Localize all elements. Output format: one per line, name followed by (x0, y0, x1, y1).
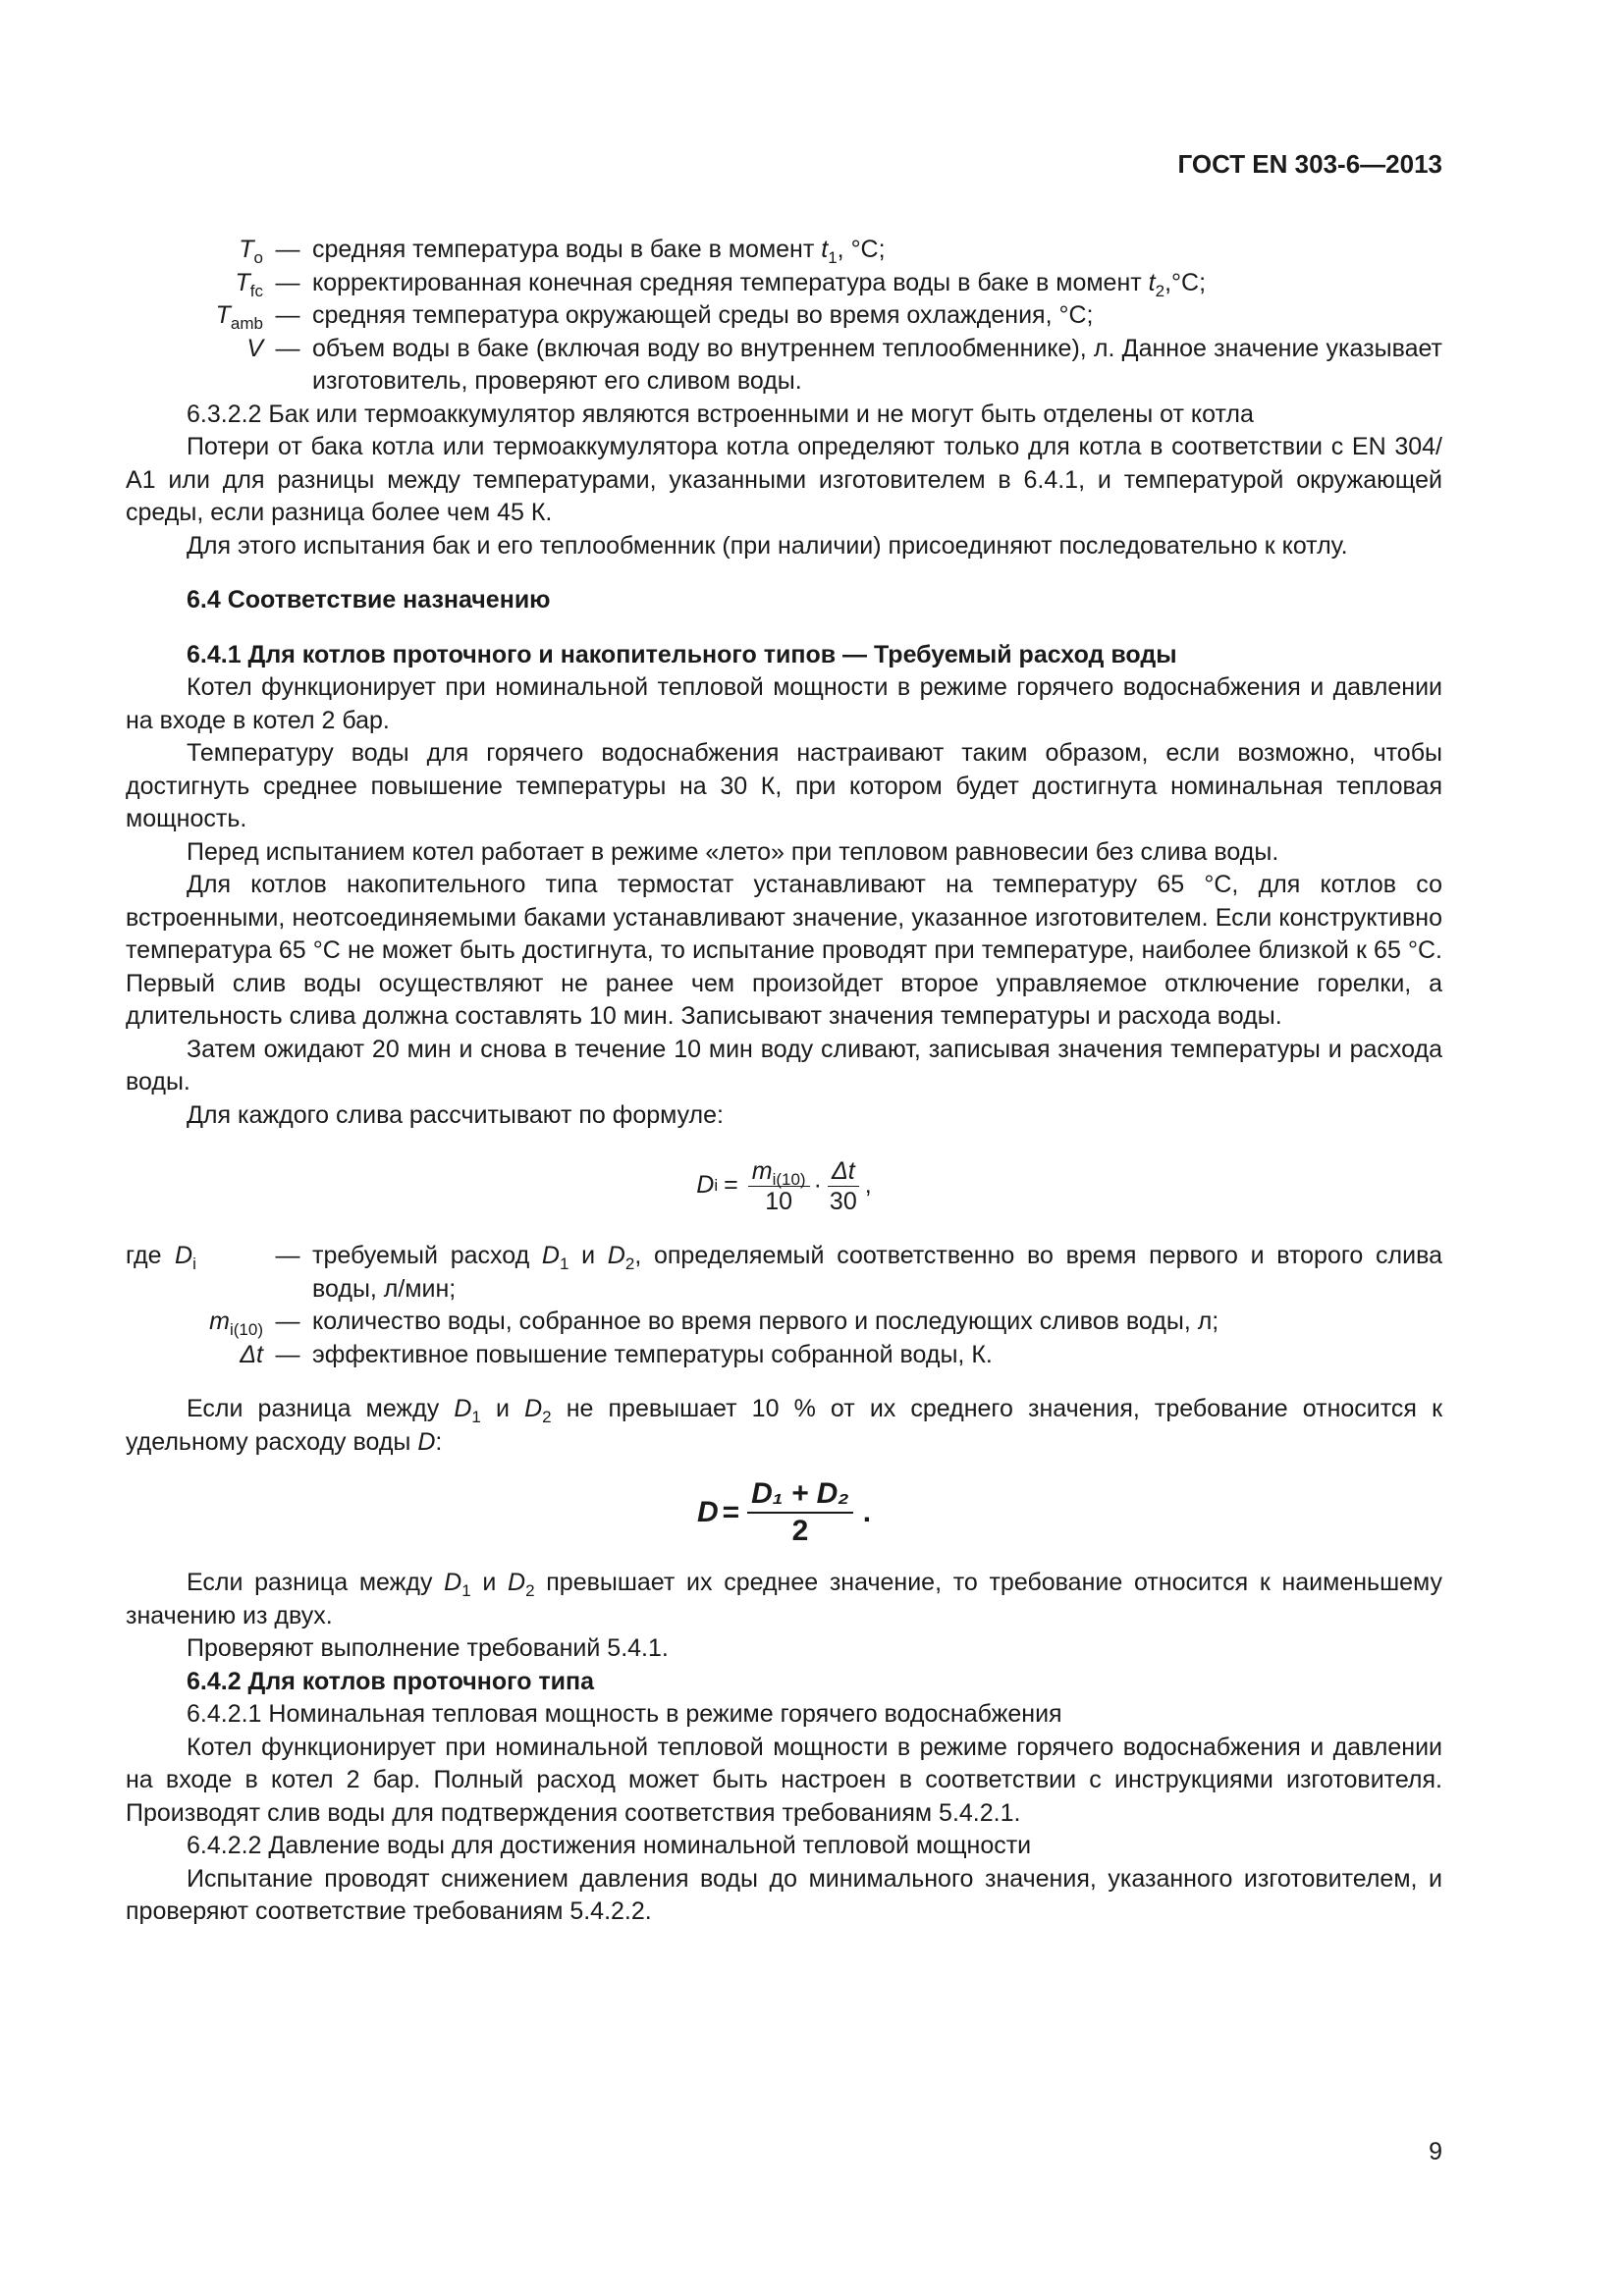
formula-mean-flow: D = $\frac{\text{D₁ + D₂}}{2}$ . (696, 1477, 872, 1547)
paragraph: Перед испытанием котел работает в режиме «лето» при тепловом равновесии без слива воды. (187, 837, 1279, 866)
paragraph: Если разница между $D_1$ и $D_2$ превышает их среднее значение, то требование относится к наименьшему значению из двух. (126, 1569, 1442, 1629)
paragraph: Испытание проводят снижением давления воды до минимального значения, указанного изготовителем, и проверяют соответствие требованиям 5.4.2.2. (126, 1864, 1442, 1925)
definition-symbol: $T_o$ (239, 236, 263, 267)
paragraph: Котел функционирует при номинальной тепловой мощности в режиме горячего водоснабжения и давлении на входе в котел 2 бар. Полный расход может быть настроен в соответствии с инструкциями изготовителя. Производят слив воды для подтверждения соответствия требованиям 5.4.2.1. (126, 1733, 1442, 1827)
paragraph: Для этого испытания бак и его теплообменник (при наличии) присоединяют последовательно к котлу. (187, 531, 1348, 560)
page-number: 9 (1429, 2138, 1442, 2165)
definition-symbol: V (246, 334, 263, 362)
paragraph: Если разница между $D_1$ и $D_2$ не превышает 10 % от их среднего значения, требование относится к удельному расходу воды D: (126, 1395, 1443, 1456)
definitions-list (126, 234, 1442, 399)
document-page (126, 0, 1442, 2296)
section-heading: 6.4 Соответствие назначению (187, 586, 551, 614)
fraction: $\frac{\text{D₁ + D₂}}{2}$ (747, 1476, 853, 1549)
definition-text: объем воды в баке (включая воду во внутреннем теплообменнике), л. Данное значение указывает изготовитель, проверяют его сливом воды. (312, 334, 1442, 395)
paragraph: 6.4.2.1 Номинальная тепловая мощность в режиме горячего водоснабжения (187, 1700, 1062, 1728)
paragraph: 6.3.2.2 Бак или термоаккумулятор являются встроенными и не могут быть отделены от котла (187, 400, 1254, 428)
formula-required-flow: D i = $\frac{m_{i(10)}}{10}$ · $\frac{\Delta t}{30}$ , (696, 1156, 872, 1215)
paragraph: Потери от бака котла или термоаккумулятора котла определяют только для котла в соответствии с EN 304/А1 или для разницы между температурами, указанными изготовителем в 6.4.1, и температурой окружающей среды, если разница более чем 45 К. (126, 433, 1442, 526)
definition-text: корректированная конечная средняя температура воды в баке в момент $t_2,^\circ С$; (312, 268, 1207, 300)
definition-row: $T_{fc}$ — корректированная конечная средняя температура воды в баке в момент $t_2,^\circ С$; (126, 267, 1442, 300)
definition-row: $T_{amb}$ — средняя температура окружающей среды во время охлаждения, °С; (126, 299, 1442, 333)
paragraph: Для котлов накопительного типа термостат устанавливают на температуру 65 °С, для котлов со встроенными, неотсоединяемыми баками устанавливают значение, указанное изготовителем. Если конструктивно температура 65 °С не может быть достигнута, то испытание проводят при температуре, наиболее близкой к 65 °С. Первый слив воды осуществляют не ранее чем произойдет второе управляемое отключение горелки, а длительность слива должна составлять 10 мин. Записывают значения температуры и расхода воды. (126, 871, 1442, 1030)
document-code-header: ГОСТ EN 303-6—2013 (1177, 149, 1442, 179)
paragraph: Температуру воды для горячего водоснабжения настраивают таким образом, если возможно, чтобы достигнуть среднее повышение температуры на 30 К, при котором будет достигнута номинальная тепловая мощность. (126, 739, 1442, 832)
paragraph: Затем ожидают 20 мин и снова в течение 10 мин воду сливают, записывая значения температуры и расхода воды. (126, 1035, 1442, 1095)
subsection-heading: 6.4.1 Для котлов проточного и накопительного типов — Требуемый расход воды (187, 640, 1177, 668)
definition-symbol: $T_{amb}$ (215, 301, 263, 333)
paragraph: Котел функционирует при номинальной тепловой мощности в режиме горячего водоснабжения и давлении на входе в котел 2 бар. (126, 673, 1442, 734)
definition-symbol: $T_{fc}$ (235, 268, 263, 300)
fraction: $\frac{m_{i(10)}}{10}$ (748, 1156, 810, 1216)
paragraph: 6.4.2.2 Давление воды для достижения номинальной тепловой мощности (187, 1832, 1032, 1859)
fraction: $\frac{\Delta t}{30}$ (829, 1156, 857, 1215)
definition-text: средняя температура окружающей среды во время охлаждения, °С; (312, 301, 1094, 329)
definition-row: где $D_i$ — требуемый расход $D_1$ и $D_2$, определяемый соответственно во время первого и второго слива воды, л/мин; (126, 1242, 1442, 1303)
subsection-heading: 6.4.2 Для котлов проточного типа (187, 1667, 595, 1695)
definition-row: V — объем воды в баке (включая воду во внутреннем теплообменнике), л. Данное значение указывает изготовитель, проверяют его сливом воды. (126, 333, 1442, 399)
definition-row: $T_o$ — средняя температура воды в баке в момент $t_1$, °С; (126, 234, 1442, 267)
page-content (126, 234, 1442, 1929)
definition-row: Δt — эффективное повышение температуры собранной воды, К. (240, 1340, 993, 1368)
definition-row: $m_{i(10)}$ — количество воды, собранное во время первого и последующих сливов воды, л; (209, 1308, 1219, 1339)
paragraph: Для каждого слива рассчитывают по формуле: (187, 1100, 724, 1129)
paragraph: Проверяют выполнение требований 5.4.1. (187, 1634, 669, 1662)
definition-text: средняя температура воды в баке в момент $t_1$, °С; (312, 236, 886, 267)
formula-definitions (126, 1240, 1442, 1371)
